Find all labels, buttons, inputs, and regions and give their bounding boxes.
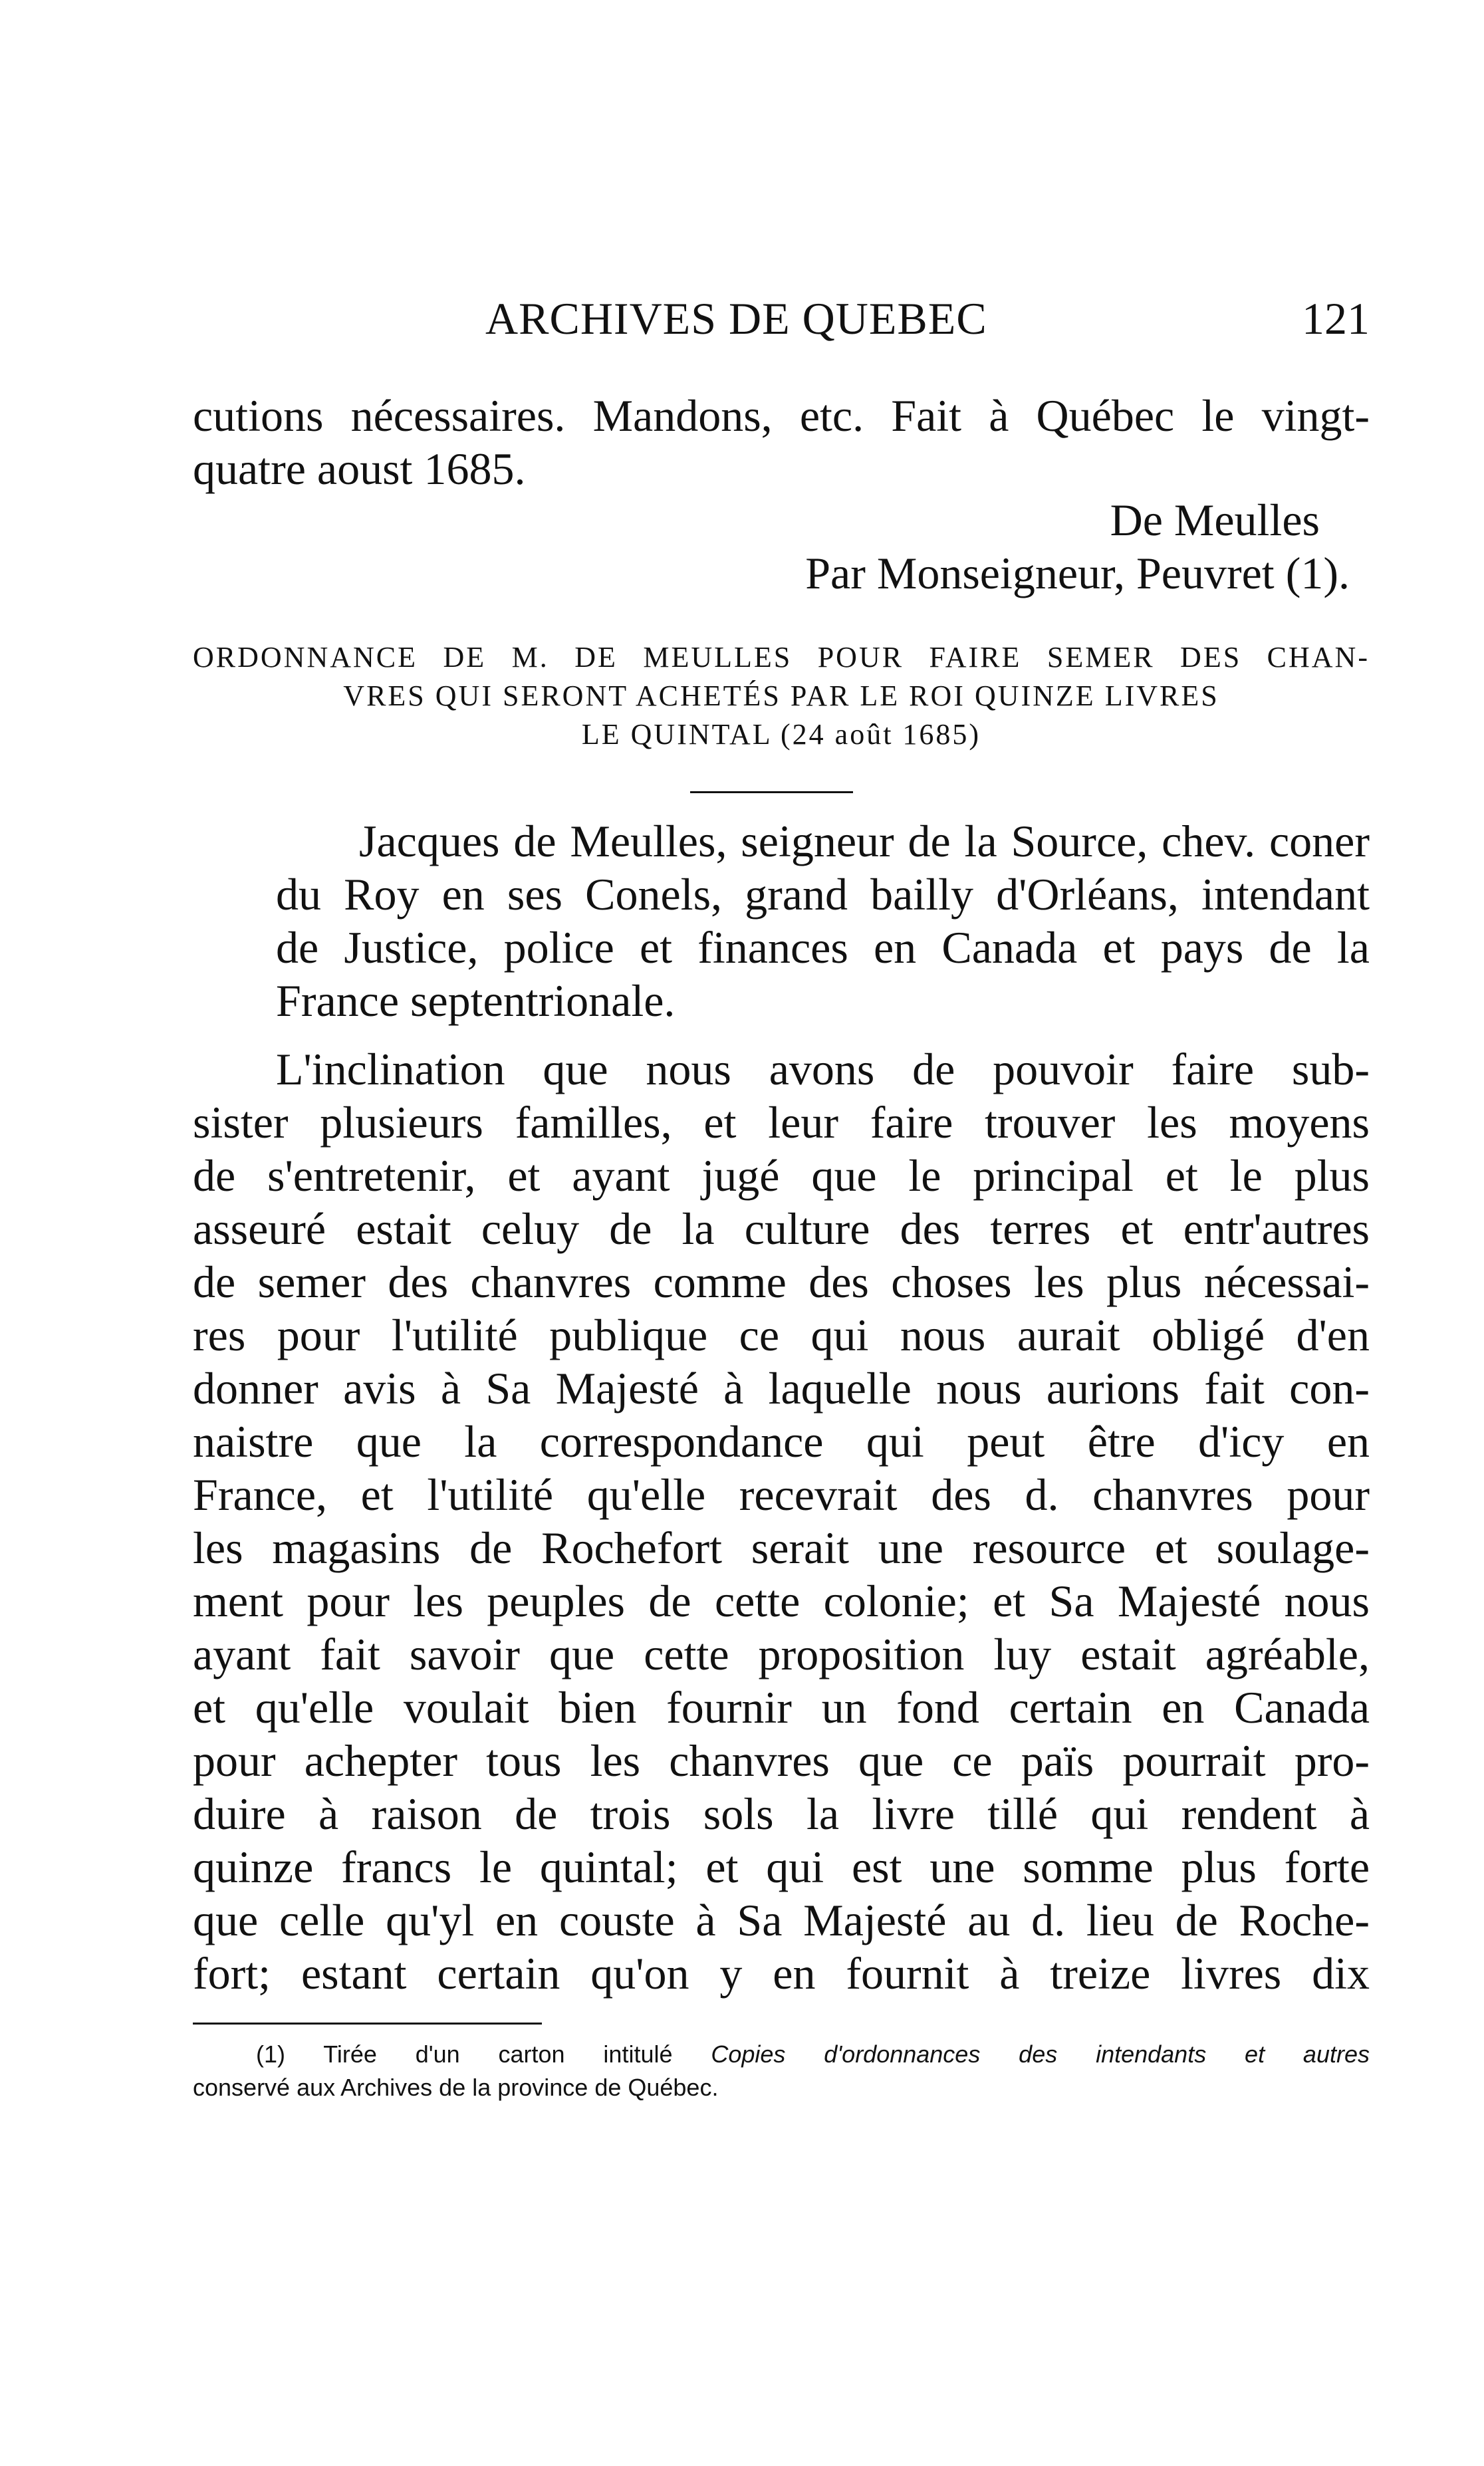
footnote xyxy=(193,2038,1370,2104)
section-separator xyxy=(690,791,853,793)
heading-line: VRES QUI SERONT ACHETÉS PAR LE ROI QUINZE LIVRES xyxy=(343,679,1219,712)
signature-name: De Meulles xyxy=(1110,495,1320,545)
text-line: donner avis à Sa Majesté à laquelle nous aurions fait con- xyxy=(193,1363,1370,1414)
running-header xyxy=(193,293,1370,352)
footnote-italic-title: Copies d'ordonnances des intendants et autres xyxy=(711,2040,1370,2068)
text-line: de s'entretenir, et ayant jugé que le principal et le plus xyxy=(193,1150,1370,1201)
text-line: res pour l'utilité publique ce qui nous aurait obligé d'en xyxy=(193,1310,1370,1360)
footnote-marker-text: (1) Tirée d'un carton intitulé xyxy=(256,2040,711,2068)
signature-attribution: Par Monseigneur, Peuvret (1). xyxy=(805,548,1350,598)
text-line: de semer des chanvres comme des choses les plus nécessai- xyxy=(193,1257,1370,1307)
text-line: L'inclination que nous avons de pouvoir faire sub- xyxy=(276,1044,1370,1094)
running-title: ARCHIVES DE QUEBEC xyxy=(485,293,987,344)
text-line: les magasins de Rochefort serait une resource et soulage- xyxy=(193,1523,1370,1573)
text-line: que celle qu'yl en couste à Sa Majesté au d. lieu de Roche- xyxy=(193,1895,1370,1945)
heading-line: LE QUINTAL (24 août 1685) xyxy=(581,718,981,751)
main-paragraph xyxy=(193,1043,1370,2000)
text-line: duire à raison de trois sols la livre tillé qui rendent à xyxy=(193,1788,1370,1839)
text-line: asseuré estait celuy de la culture des terres et entr'autres xyxy=(193,1203,1370,1254)
text-line: de Justice, police et finances en Canada et pays de la xyxy=(276,922,1370,973)
text-line: pour achepter tous les chanvres que ce païs pourrait pro- xyxy=(193,1735,1370,1786)
text-line: naistre que la correspondance qui peut être d'icy en xyxy=(193,1416,1370,1467)
text-line: ayant fait savoir que cette proposition luy estait agréable, xyxy=(193,1629,1370,1679)
footnote-line: conservé aux Archives de la province de Québec. xyxy=(193,2074,719,2101)
footnote-line xyxy=(193,2038,1370,2071)
text-line: sister plusieurs familles, et leur faire trouver les moyens xyxy=(193,1097,1370,1148)
text-line: France, et l'utilité qu'elle recevrait des d. chanvres pour xyxy=(193,1469,1370,1520)
text-line: cutions nécessaires. Mandons, etc. Fait à Québec le vingt- xyxy=(193,390,1370,441)
text-line: France septentrionale. xyxy=(276,975,676,1026)
text-line: quatre aoust 1685. xyxy=(193,443,526,494)
text-line: Jacques de Meulles, seigneur de la Source, chev. coner xyxy=(359,816,1370,866)
continuation-paragraph xyxy=(193,389,1370,495)
page-number: 121 xyxy=(1302,293,1370,344)
heading-line: ORDONNANCE DE M. DE MEULLES POUR FAIRE SEMER DES CHAN- xyxy=(193,641,1370,674)
text-line: ment pour les peuples de cette colonie; et Sa Majesté nous xyxy=(193,1576,1370,1626)
intro-paragraph xyxy=(193,814,1370,1027)
text-line: du Roy en ses Conels, grand bailly d'Orléans, intendant xyxy=(276,869,1370,920)
text-line: et qu'elle voulait bien fournir un fond certain en Canada xyxy=(193,1682,1370,1733)
text-line: fort; estant certain qu'on y en fournit à treize livres dix xyxy=(193,1948,1370,1999)
text-line: quinze francs le quintal; et qui est une somme plus forte xyxy=(193,1842,1370,1892)
footnote-rule xyxy=(193,2023,542,2025)
ordinance-heading xyxy=(193,638,1370,754)
